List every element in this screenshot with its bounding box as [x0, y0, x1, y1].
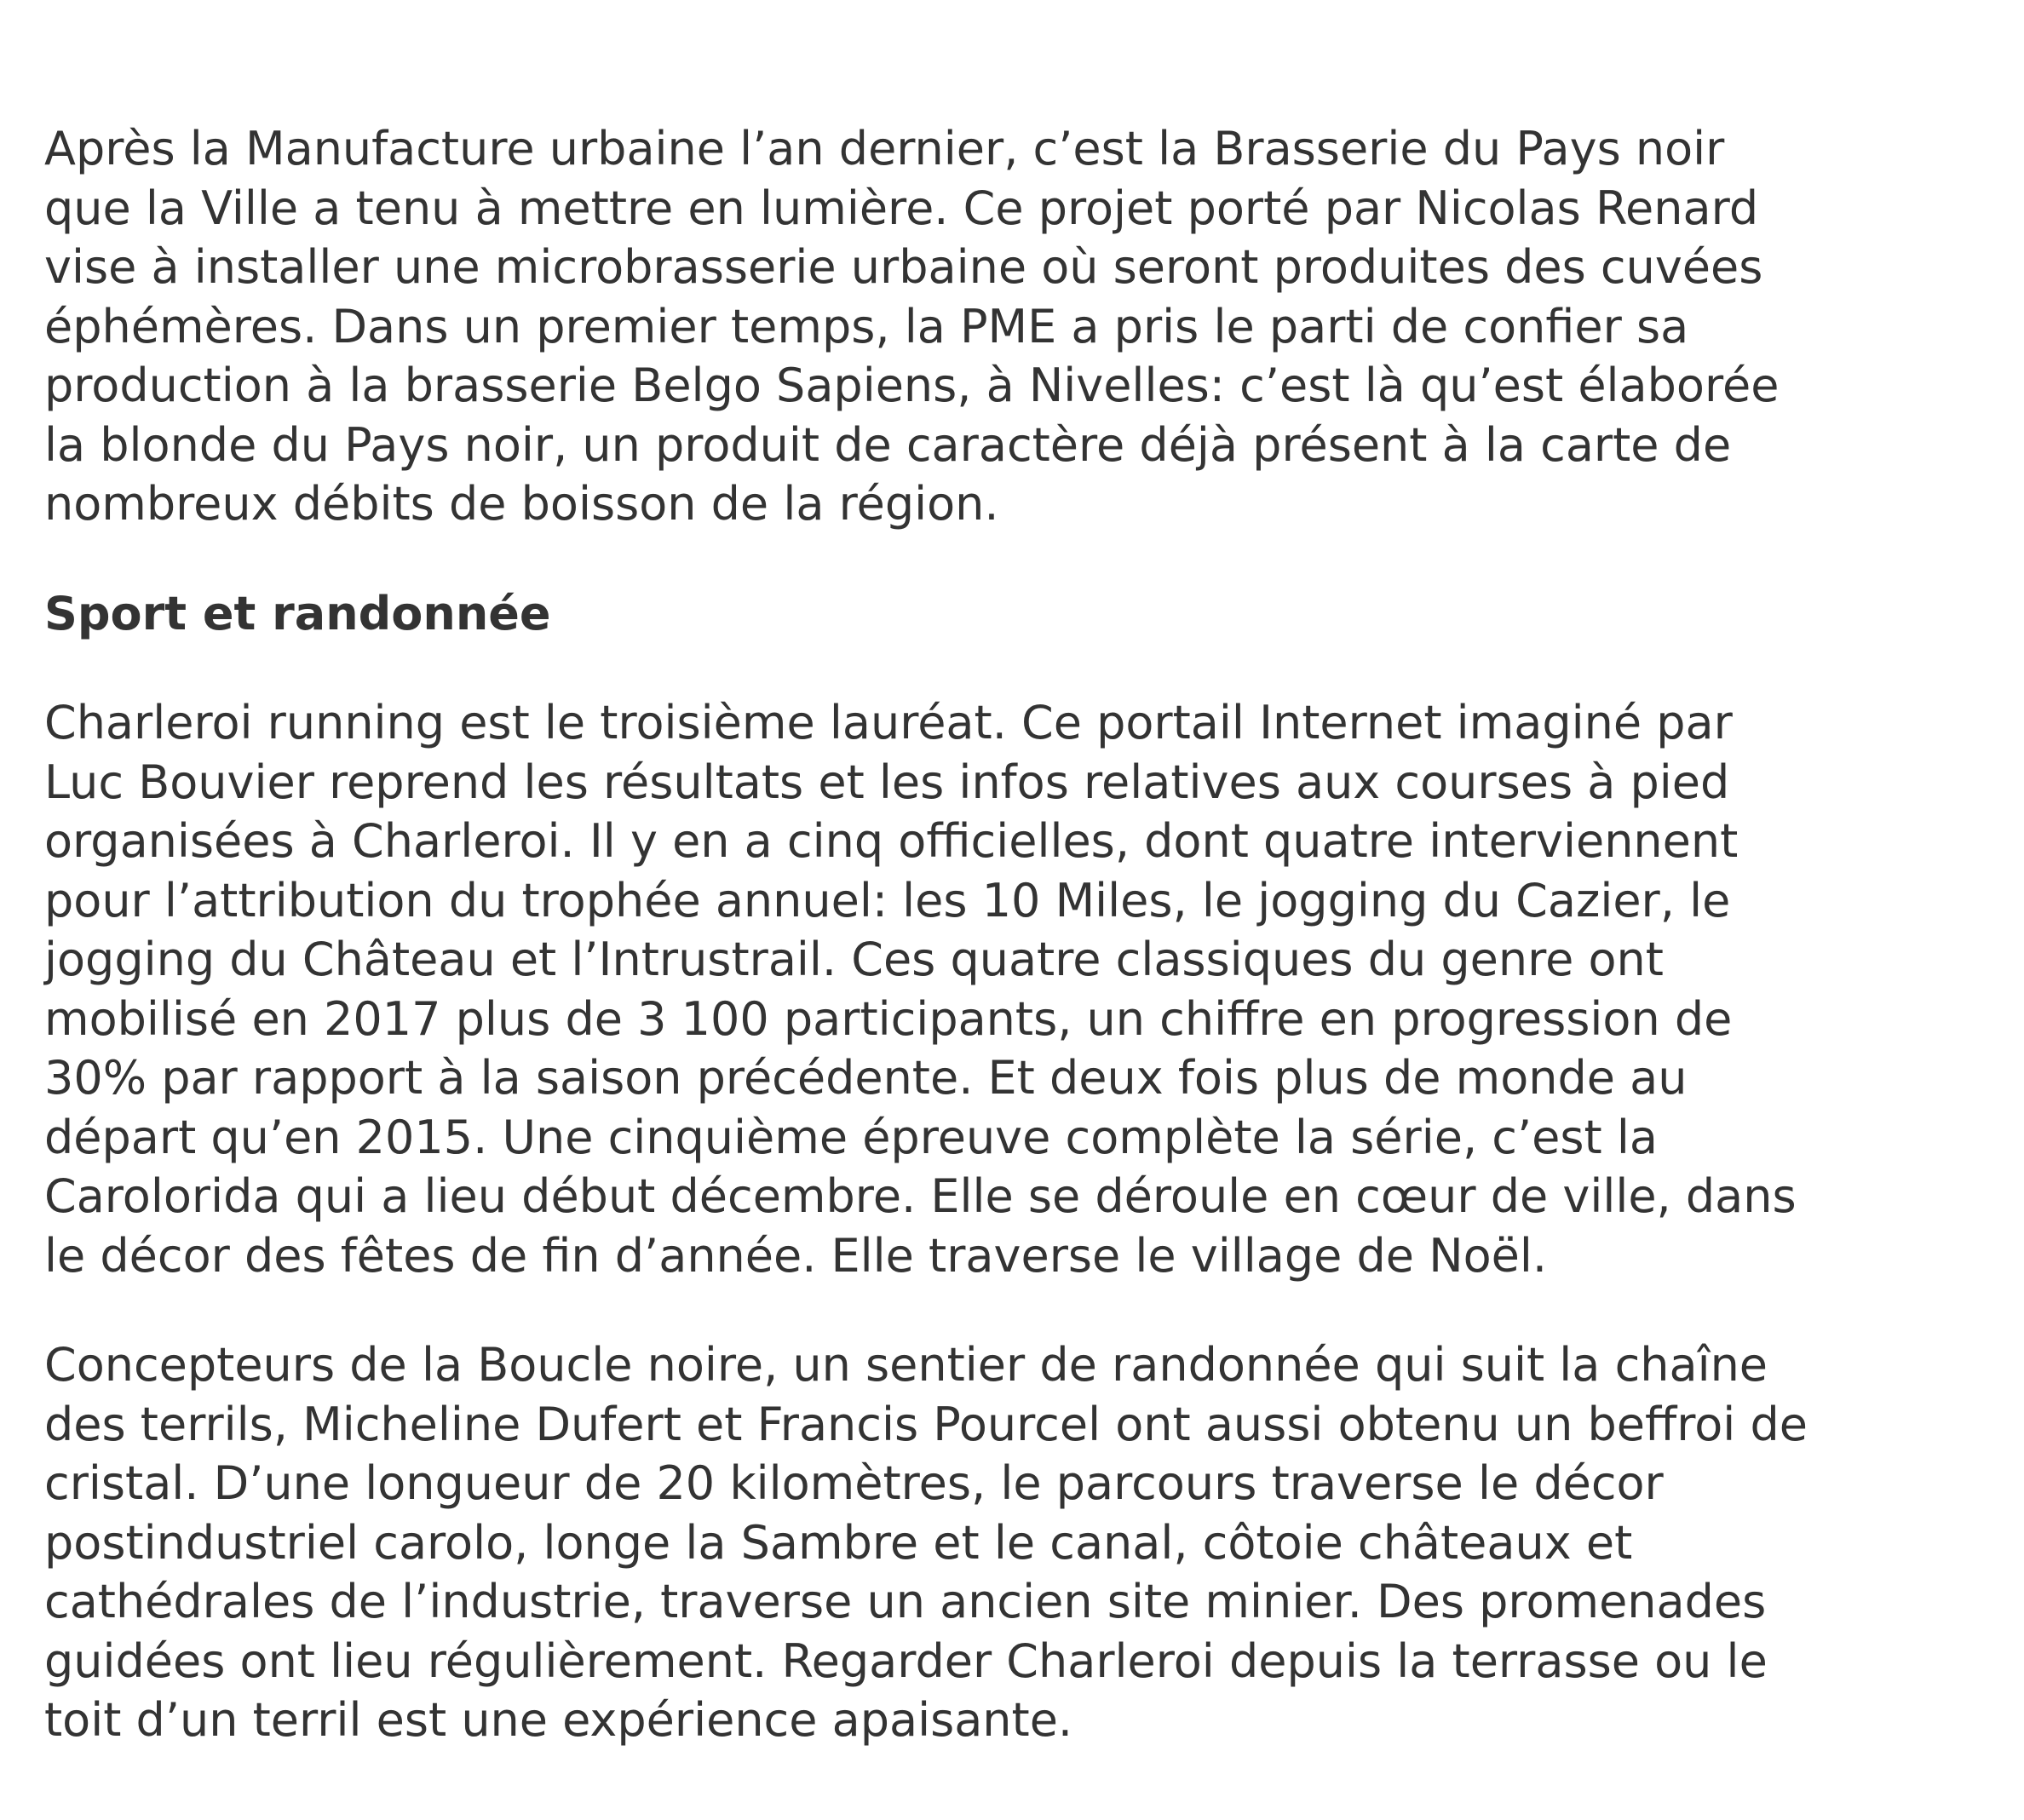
- text-line: 30% par rapport à la saison précédente. Et deux fois plus de monde au: [44, 1051, 1688, 1105]
- text-line: éphémères. Dans un premier temps, la PME a pris le parti de confier sa: [44, 299, 1689, 353]
- paragraph-spacer: [44, 1285, 1995, 1335]
- text-line: Luc Bouvier reprend les résultats et les infos relatives aux courses à pied: [44, 755, 1730, 809]
- text-line: le décor des fêtes de fin d’année. Elle traverse le village de Noël.: [44, 1228, 1548, 1283]
- text-line: mobilisé en 2017 plus de 3 100 participants, un chiffre en progression de: [44, 991, 1733, 1046]
- text-line: Après la Manufacture urbaine l’an dernier, c’est la Brasserie du Pays noir: [44, 122, 1725, 175]
- text-line: nombreux débits de boisson de la région.: [44, 477, 999, 531]
- text-line: vise à installer une microbrasserie urbaine où seront produites des cuvées: [44, 240, 1763, 294]
- paragraph-spacer: [44, 534, 1995, 584]
- paragraph-boucle-noire: [44, 1335, 1995, 1750]
- paragraph-brasserie: [44, 119, 1995, 534]
- text-line: production à la brasserie Belgo Sapiens, à Nivelles: c’est là qu’est élaborée: [44, 359, 1780, 412]
- text-line: cristal. D’une longueur de 20 kilomètres, le parcours traverse le décor: [44, 1456, 1664, 1510]
- text-line: des terrils, Micheline Dufert et Francis Pourcel ont aussi obtenu un beffroi de: [44, 1397, 1808, 1451]
- text-line: jogging du Château et l’Intrustrail. Ces quatre classiques du genre ont: [44, 933, 1664, 986]
- paragraph-running: [44, 693, 1995, 1285]
- text-line: Charleroi running est le troisième lauréat. Ce portail Internet imaginé par: [44, 696, 1733, 749]
- text-line: pour l’attribution du trophée annuel: les 10 Miles, le jogging du Cazier, le: [44, 873, 1731, 927]
- text-line: guidées ont lieu régulièrement. Regarder Charleroi depuis la terrasse ou le: [44, 1633, 1768, 1688]
- text-line: Carolorida qui a lieu début décembre. Elle se déroule en cœur de ville, dans: [44, 1169, 1797, 1223]
- text-line: départ qu’en 2015. Une cinquième épreuve complète la série, c’est la: [44, 1110, 1658, 1164]
- text-line: la blonde du Pays noir, un produit de caractère déjà présent à la carte de: [44, 417, 1732, 472]
- section-heading: Sport et randonnée: [44, 586, 551, 640]
- text-line: que la Ville a tenu à mettre en lumière. Ce projet porté par Nicolas Renard: [44, 181, 1759, 235]
- text-line: cathédrales de l’industrie, traverse un ancien site minier. Des promenades: [44, 1575, 1767, 1628]
- text-line: postindustriel carolo, longe la Sambre et le canal, côtoie châteaux et: [44, 1515, 1633, 1570]
- text-line: toit d’un terril est une expérience apaisante.: [44, 1693, 1073, 1747]
- article-body: [44, 119, 1995, 1750]
- text-line: Concepteurs de la Boucle noire, un sentier de randonnée qui suit la chaîne: [44, 1338, 1768, 1392]
- text-line: organisées à Charleroi. Il y en a cinq officielles, dont quatre interviennent: [44, 814, 1739, 868]
- paragraph-spacer: [44, 643, 1995, 693]
